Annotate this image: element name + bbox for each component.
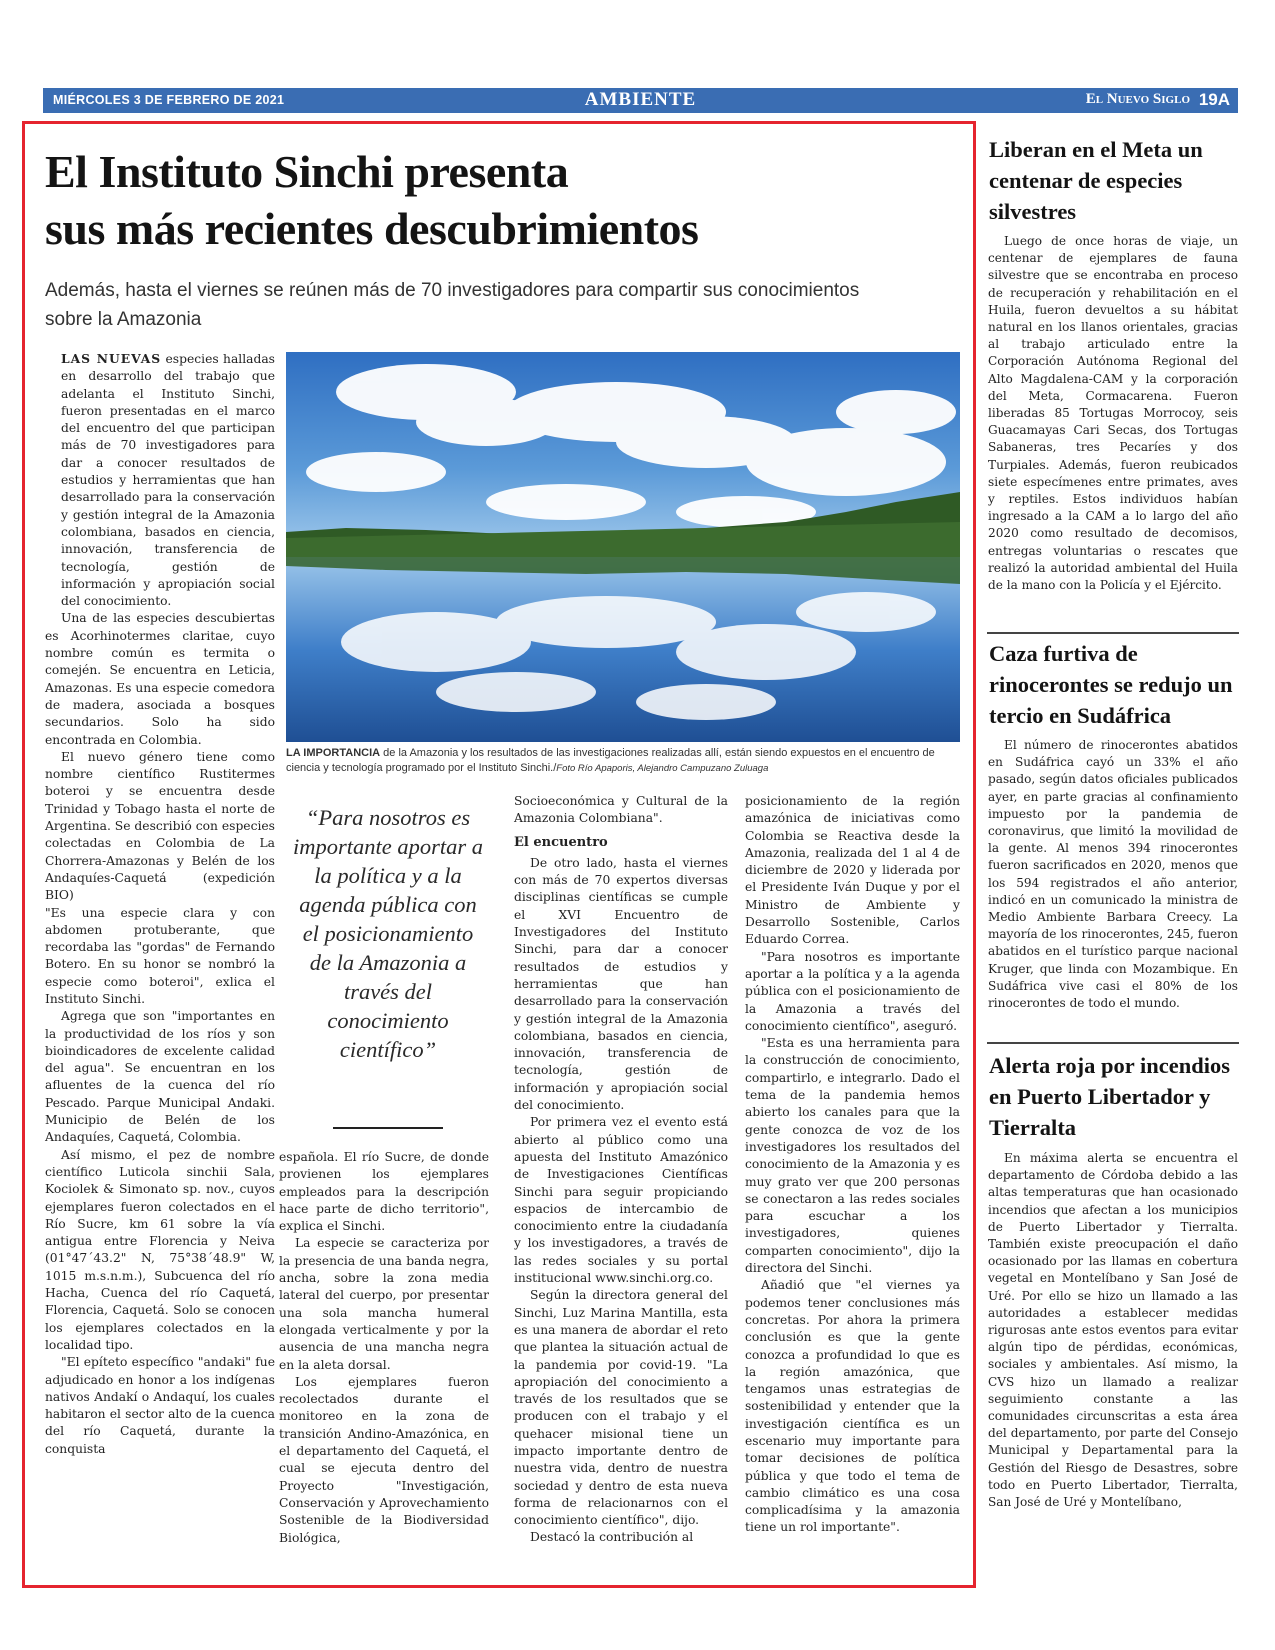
brief-title-fires: Alerta roja por incendios en Puerto Libertador y Tierralta — [989, 1053, 1231, 1140]
article-paragraph: "Esta es una herramienta para la construcción de conocimiento, compartirlo, e integrarlo. Dado el tema de la pandemia hemos abierto los canales para que la gente conozca de voz de los investigadores los resultados del conocimiento de la Amazonia y es muy grato ver que 200 personas se conectaron a las redes sociales para escuchar a los investigadores, quienes comparten conocimiento", dijo la directora del Sinchi. — [745, 1036, 960, 1276]
headline-line-1: El Instituto Sinchi presenta — [45, 146, 569, 197]
article-paragraph: Los ejemplares fueron recolectados durante el monitoreo en la zona de transición Andino-Amazónica, en el departamento del Caquetá, el cual se ejecuta dentro del Proyecto "Investigación, Conservación y Aprovechamiento Sostenible de la Biodiversidad Biológica, — [279, 1374, 489, 1545]
page-header-bar — [43, 88, 1238, 113]
article-paragraph: "El epíteto específico "andaki" fue adjudicado en honor a los indígenas nativos Andakí o Andaquí, los cuales habitaron el sector alto de la cuenca del río Caquetá, durante la conquista — [45, 1355, 275, 1456]
article-paragraph: "Para nosotros es importante aportar a la política y a la agenda pública con el posicionamiento de la Amazonia a través del conocimiento científico", aseguró. — [745, 949, 960, 1033]
article-paragraph: Socioeconómica y Cultural de la Amazonia Colombiana". — [514, 794, 728, 826]
article-subhead: Además, hasta el viernes se reúnen más de 70 investigadores para compartir sus conocimientos sobre la Amazonia — [45, 280, 860, 330]
article-paragraph: Por primera vez el evento está abierto al público como una apuesta del Instituto Amazónico de Investigaciones Científicas Sinchi para seguir propiciando espacios de intercambio de conocimiento entre la ciudadanía y los investigadores, a través de las redes sociales y su portal institucional www.sinchi.org.co. — [514, 1115, 728, 1286]
article-column-2 — [279, 1149, 489, 1547]
article-column-1 — [45, 350, 275, 1458]
article-paragraph: Añadió que "el viernes ya podemos tener conclusiones más concretas. Por ahora la primera conclusión es que la gente conozca a profundidad lo que es la región amazónica, que tengamos unas estrategias de sostenibilidad y entender que la investigación científica es un escenario muy importante para tomar decisiones de política pública y que todo el tema de cambio climático es una cosa complicadísima y la amazonia tiene un rol importante". — [745, 1278, 960, 1535]
article-paragraph: El nuevo género tiene como nombre científico Rustitermes boteroi y se encuentra desde Trinidad y Tobago hasta el norte de Argentina. Se describió con especies colectadas en Colombia de La Chorrera-Amazonas y Belén de los Andaquíes-Caquetá (expedición BIO) — [45, 749, 275, 903]
article-headline — [45, 143, 905, 257]
article-paragraph: Agrega que son "importantes en la productividad de los ríos y son bioindicadores de excelente calidad del agua". Se encuentran en los afluentes de la cuenca del río Pescado. Parque Municipal Andaki. Municipio de Belén de los Andaquíes, Caquetá, Colombia. — [45, 1009, 275, 1145]
brief-title-rhinos: Caza furtiva de rinocerontes se redujo un tercio en Sudáfrica — [989, 641, 1233, 728]
article-paragraph: La especie se caracteriza por la presencia de una banda negra, ancha, sobre la zona media lateral del cuerpo, por presentar una sola mancha humeral elongada verticalmente y por la ausencia de una mancha negra en la aleta dorsal. — [279, 1236, 489, 1372]
page-number: 19A — [1198, 90, 1230, 109]
brief-divider — [987, 632, 1239, 634]
photo-caption — [286, 746, 962, 776]
caption-text: de la Amazonia y los resultados de las investigaciones realizadas allí, están siendo expuestos en el encuentro de ciencia y tecnología programado por el Instituto Sinchi./ — [286, 747, 935, 774]
issue-date: MIÉRCOLES 3 DE FEBRERO DE 2021 — [53, 93, 285, 107]
photo-credit: Foto Río Apaporis, Alejandro Campuzano Zuluaga — [556, 763, 769, 774]
article-paragraph: LAS NUEVAS especies halladas en desarrollo del trabajo que adelanta el Instituto Sinchi, fueron presentadas en el marco del encuentro del que participan más de 70 investigadores para dar a conocer resultados de estudios y herramientas que han desarrollado para la conservación y gestión integral de la Amazonia colombiana, basados en ciencia, innovación, transferencia de tecnología, gestión de información y apropiación social del conocimiento. — [61, 351, 275, 609]
article-column-4 — [745, 793, 960, 1537]
article-paragraph: posicionamiento de la región amazónica de iniciativas como Colombia se Reactiva desde la Amazonia, realizada del 1 al 4 de diciembre de 2020 y liderada por el Presidente Iván Duque y por el Ministro de Ambiente y Desarrollo Sostenible, Carlos Eduardo Correa. — [745, 794, 960, 947]
caption-lead: LA IMPORTANCIA — [286, 747, 381, 759]
brief-body-rhinos: El número de rinocerontes abatidos en Sudáfrica cayó un 33% el año pasado, según datos oficiales publicados ayer, en parte gracias al confinamiento impuesto por la pandemia de coronavirus, que limitó la movilidad de la gente. Al menos 394 rinocerontes fueron sacrificados en 2020, menos que los 594 registrados el año anterior, indicó en un comunicado la ministra de Medio Ambiente Barbara Creecy. La mayoría de los rinocerontes, 245, fueron abatidos en el turístico parque nacional Kruger, que linda con Mozambique. En Sudáfrica vive casi el 80% de los rinocerontes de todo el mundo. — [988, 738, 1238, 1011]
article-paragraph: Así mismo, el pez de nombre científico Luticola sinchii Sala, Kociolek & Simonato sp. nov., cuyos ejemplares fueron colectados en el Río Sucre, km 61 sobre la vía antigua entre Florencia y Neiva (01°47´43.2" N, 75°38´48.9" W, 1015 m.s.n.m.), Subcuenca del río Hacha, Cuenca del río Caquetá, Florencia, Caquetá. Solo se conocen los ejemplares colectados en la localidad tipo. — [45, 1147, 275, 1352]
pull-quote-divider — [333, 1127, 443, 1129]
headline-line-2: sus más recientes descubrimientos — [45, 203, 699, 254]
article-paragraph: española. El río Sucre, de donde provienen los ejemplares empleados para la descripción hace parte de dicho territorio", explica el Sinchi. — [279, 1150, 489, 1234]
article-paragraph: Una de las especies descubiertas es Acorhinotermes claritae, cuyo nombre común es termita o comején. Se encuentra en Leticia, Amazonas. Es una especie comedora de madera, asociada a bosques secundarios. Solo ha sido encontrada en Colombia. — [45, 611, 275, 747]
brief-body-fires: En máxima alerta se encuentra el departamento de Córdoba debido a las altas temperaturas que han ocasionado incendios que afectan a los municipios de Puerto Libertador y Tierralta. También existe preocupación el daño ocasionado por las llamas en cobertura vegetal en Montelíbano y San José de Uré. Por ello se hizo un llamado a las autoridades a establecer medidas rigurosas ante estos eventos para evitar algún tipo de pérdidas, económicas, sociales y ambientales. Así mismo, la CVS hizo un llamado a realizar seguimiento constante a las comunidades circunscritas a esta área del departamento, por parte del Consejo Municipal y Departamental para la Gestión del Riesgo de Desastres, sobre todo en Puerto Libertador, Tierralta, San José de Uré y Montelíbano, — [988, 1151, 1238, 1510]
amazon-river-photo — [286, 352, 960, 742]
article-paragraph: De otro lado, hasta el viernes con más de 70 expertos diversas disciplinas científicas se cumple el XVI Encuentro de Investigadores del Instituto Sinchi, para dar a conocer resultados de estudios y herramientas que han desarrollado para la conservación y gestión integral de la Amazonia colombiana, basados en ciencia, innovación, transferencia de tecnología, gestión de información y apropiación social del conocimiento. — [514, 855, 728, 1113]
lead-in-words: LAS NUEVAS — [61, 351, 162, 366]
brief-divider — [987, 1042, 1239, 1044]
pull-quote: “Para nosotros es importante aportar a la política y a la agenda pública con el posicionamiento de la Amazonia a través del conocimiento científico” — [292, 805, 483, 1062]
newspaper-name: El Nuevo Siglo — [1085, 91, 1190, 107]
section-subheading: El encuentro — [514, 834, 608, 850]
article-paragraph: Según la directora general del Sinchi, Luz Marina Mantilla, esta es una manera de abordar el reto que plantea la situación actual de la pandemia por covid-19. "La apropiación del conocimiento a través de los resultados que se producen con el trabajo y el quehacer misional tiene un impacto importante dentro de nuestra vida, dentro de nuestra sociedad y dentro de esta nueva forma de relacionarnos con el conocimiento científico", dijo. — [514, 1288, 728, 1528]
article-paragraph: "Es una especie clara y con abdomen protuberante, que recordaba las "gordas" de Fernando Botero. En su honor se nombró la especie como boteroi", exlica el Instituto Sinchi. — [45, 905, 275, 1006]
article-column-3 — [514, 793, 728, 1547]
article-paragraph: Destacó la contribución al — [530, 1530, 694, 1545]
brief-title-meta: Liberan en el Meta un centenar de especies silvestres — [989, 137, 1203, 224]
river-landscape-image — [286, 352, 960, 742]
brief-body-meta: Luego de once horas de viaje, un centenar de ejemplares de fauna silvestre que se encontraba en proceso de recuperación y rehabilitación en el Huila, fueron devueltos a su hábitat natural en los llanos orientales, gracias al trabajo articulado entre la Corporación Autónoma Regional del Alto Magdalena-CAM y la corporación del Meta, Cormacarena. Fueron liberadas 85 Tortugas Morrocoy, seis Guacamayas Cari Secas, dos Tortugas Sabaneras, tres Pecaríes y dos Turpiales. Además, fueron reubicados siete especímenes entre primates, aves y reptiles. Estos individuos habían ingresado a la CAM a lo largo del año 2020 como resultado de decomisos, entregas voluntarias o rescates que realizó la autoridad ambiental del Huila de la mano con la Policía y el Ejército. — [988, 234, 1238, 593]
section-name: AMBIENTE — [584, 89, 697, 110]
